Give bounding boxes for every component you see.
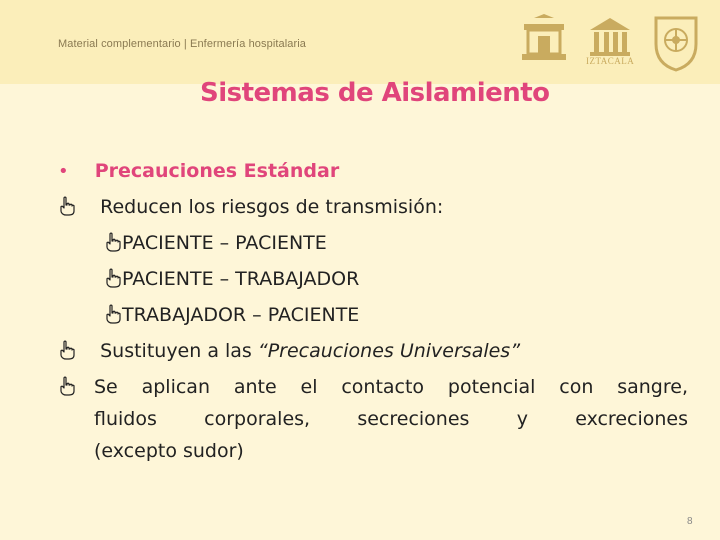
item-text-line: (excepto sudor) xyxy=(94,440,244,462)
item-text-line: Se aplican ante el contacto potencial con sangre, xyxy=(94,376,688,398)
iztacala-caption: IZTACALA xyxy=(586,56,635,66)
list-item-heading xyxy=(58,160,339,182)
sub-list-item xyxy=(104,232,327,254)
item-text: Reducen los riesgos de transmisión: xyxy=(100,196,444,218)
sub-item-text: PACIENTE – PACIENTE xyxy=(122,232,327,254)
pointing-hand-icon xyxy=(58,196,76,216)
slide-title: Sistemas de Aislamiento xyxy=(200,78,550,108)
pointing-hand-icon xyxy=(58,376,76,396)
heading-text: Precauciones Estándar xyxy=(94,160,340,182)
pointing-hand-icon xyxy=(104,232,122,252)
page-number: 8 xyxy=(687,516,693,527)
sub-list-item xyxy=(104,304,359,326)
list-item xyxy=(58,196,443,218)
sub-item-text: TRABAJADOR – PACIENTE xyxy=(122,304,360,326)
sub-list-item xyxy=(104,268,359,290)
list-item xyxy=(58,340,520,362)
header-text: Material complementario | Enfermería hospitalaria xyxy=(58,38,307,50)
list-item xyxy=(58,376,76,398)
item-text-line: fluidos corporales, secreciones y excreciones xyxy=(94,408,688,430)
sub-item-text: PACIENTE – TRABAJADOR xyxy=(122,268,360,290)
pointing-hand-icon xyxy=(104,268,122,288)
item-emphasis: “Precauciones Universales” xyxy=(257,340,521,362)
bullet-dot: • xyxy=(58,161,69,182)
pointing-hand-icon xyxy=(58,340,76,360)
pointing-hand-icon xyxy=(104,304,122,324)
item-text: Sustituyen a las xyxy=(100,340,258,362)
